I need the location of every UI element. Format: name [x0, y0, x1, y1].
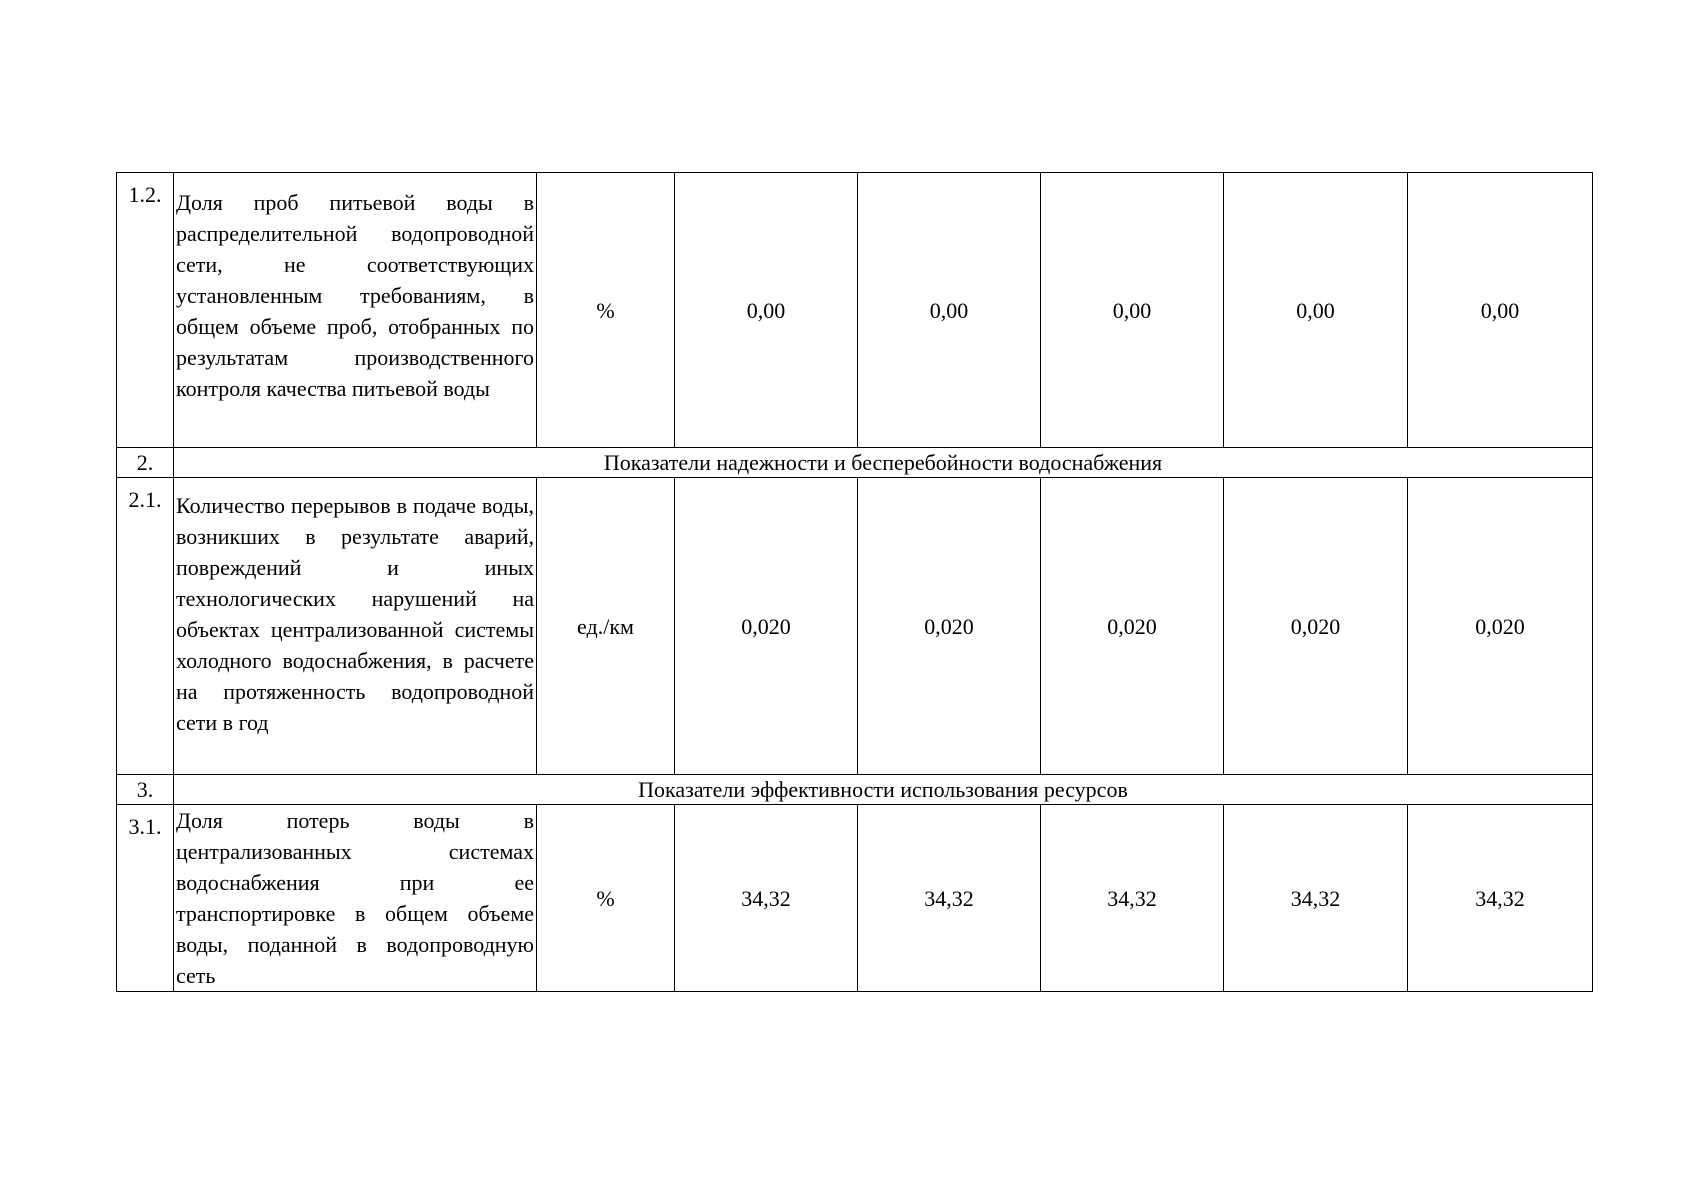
value-cell: 34,32 [675, 805, 858, 992]
section-number: 3. [117, 775, 174, 805]
section-number: 2. [117, 448, 174, 478]
row-number: 1.2. [117, 173, 174, 448]
indicator-description: Количество перерывов в подаче воды, возникших в результате аварий, повреждений и иных технологических нарушений на объектах централизованной системы холодного водоснабжения, в расчете на протяженность водопроводной сети в год [174, 478, 537, 775]
value-cell: 34,32 [1041, 805, 1224, 992]
value-cell: 34,32 [858, 805, 1041, 992]
table-row [117, 805, 1593, 992]
value-cell: 0,00 [1224, 173, 1408, 448]
value-cell: 0,00 [858, 173, 1041, 448]
document-page [116, 172, 1592, 992]
value-cell: 0,020 [675, 478, 858, 775]
row-number: 2.1. [117, 478, 174, 775]
value-cell: 0,020 [858, 478, 1041, 775]
indicator-description: Доля потерь воды в централизованных системах водоснабжения при ее транспортировке в общем объеме воды, поданной в водопроводную сеть [174, 805, 537, 992]
value-cell: 0,020 [1408, 478, 1593, 775]
unit-cell: % [537, 805, 675, 992]
value-cell: 0,020 [1224, 478, 1408, 775]
value-cell: 0,00 [675, 173, 858, 448]
indicators-table [116, 172, 1593, 992]
row-number: 3.1. [117, 805, 174, 992]
table-row [117, 173, 1593, 448]
section-title: Показатели эффективности использования ресурсов [174, 775, 1593, 805]
value-cell: 34,32 [1224, 805, 1408, 992]
section-row [117, 448, 1593, 478]
unit-cell: % [537, 173, 675, 448]
indicator-description: Доля проб питьевой воды в распределительной водопроводной сети, не соответствующих установленным требованиям, в общем объеме проб, отобранных по результатам производственного контроля качества питьевой воды [174, 173, 537, 448]
value-cell: 0,00 [1408, 173, 1593, 448]
section-row [117, 775, 1593, 805]
table-row [117, 478, 1593, 775]
value-cell: 0,00 [1041, 173, 1224, 448]
section-title: Показатели надежности и бесперебойности водоснабжения [174, 448, 1593, 478]
value-cell: 34,32 [1408, 805, 1593, 992]
unit-cell: ед./км [537, 478, 675, 775]
value-cell: 0,020 [1041, 478, 1224, 775]
